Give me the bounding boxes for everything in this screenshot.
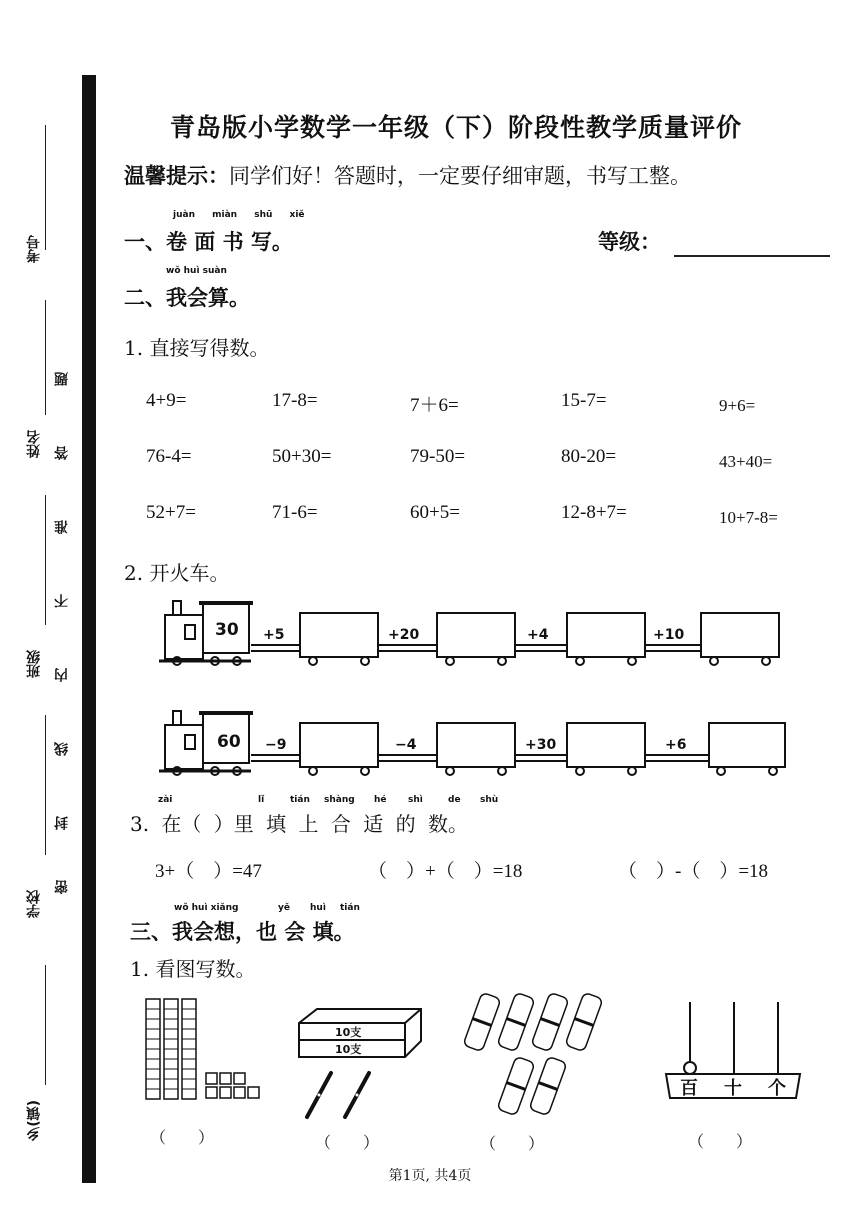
town-line <box>45 965 46 1085</box>
answer-car[interactable] <box>567 723 645 767</box>
equation: 71-6= <box>272 502 318 523</box>
section2-title: 二、我会算。 <box>124 286 250 310</box>
answer-car[interactable] <box>300 613 378 657</box>
pinyin: shù <box>480 795 499 805</box>
box-label: 10支 <box>335 1043 362 1056</box>
pinyin: yě <box>278 903 290 913</box>
equation: 15-7= <box>561 390 607 411</box>
seal-char: 准 <box>54 520 70 534</box>
pinyin: tián <box>340 903 360 913</box>
class-line <box>45 495 46 625</box>
train-op: +10 <box>653 627 685 643</box>
abacus-label: 个 <box>768 1078 786 1099</box>
pinyin: de <box>448 795 461 805</box>
equation: 52+7= <box>146 502 196 523</box>
train-start-value: 60 <box>217 732 241 752</box>
seal-char: 不 <box>54 594 70 608</box>
pencil-boxes <box>295 1005 425 1125</box>
seal-char: 题 <box>54 372 70 386</box>
exam-number-line <box>45 125 46 250</box>
equation: 9+6= <box>719 396 756 415</box>
answer-blank[interactable]: （ ） <box>688 1134 753 1151</box>
name-line <box>45 300 46 415</box>
answer-car[interactable] <box>701 613 779 657</box>
equation: 17-8= <box>272 390 318 411</box>
binding-bar <box>82 75 96 1183</box>
answer-car[interactable] <box>709 723 785 767</box>
pinyin: shàng <box>324 795 355 805</box>
equation: 7＋6= <box>410 395 459 416</box>
equation: 80-20= <box>561 446 617 467</box>
answer-blank[interactable]: （ ） <box>150 1130 215 1147</box>
q2-title: 2. 开火车。 <box>124 561 230 585</box>
pinyin: shū <box>254 210 273 220</box>
equation: 10+7-8= <box>719 508 778 527</box>
equation: 43+40= <box>719 452 773 471</box>
train-start-value: 30 <box>215 620 239 640</box>
equation: 76-4= <box>146 446 192 467</box>
pinyin: hé <box>374 795 387 805</box>
abacus <box>660 998 810 1108</box>
section3-pinyin <box>174 903 360 913</box>
section2-pinyin: wǒ huì suàn <box>166 266 227 276</box>
page-title: 青岛版小学数学一年级（下）阶段性教学质量评价 <box>170 113 743 142</box>
train-op: +20 <box>388 627 420 643</box>
class-label: 班级 <box>26 650 42 678</box>
train-2 <box>155 705 795 785</box>
town-label: 乡(镇) <box>26 1100 42 1141</box>
answer-blank[interactable]: （ ） <box>315 1135 380 1152</box>
q3-title: 3. 在（ ）里 填 上 合 适 的 数。 <box>130 812 468 836</box>
grade-blank[interactable] <box>674 255 830 257</box>
section3-title: 三、我会想，也 会 填。 <box>130 920 355 944</box>
pinyin: lǐ <box>258 795 265 805</box>
answer-car[interactable] <box>567 613 645 657</box>
seal-char: 内 <box>54 668 70 682</box>
section1-title: 一、卷 面 书 写。 <box>124 230 293 254</box>
tip-text: 同学们好！答题时，一定要仔细审题，书写工整。 <box>229 164 691 188</box>
pinyin: wǒ huì xiǎng <box>174 903 239 913</box>
pinyin: shì <box>408 795 423 805</box>
exam-number-label: 考号 <box>26 235 42 263</box>
pinyin: juàn <box>173 210 195 220</box>
cube-blocks <box>140 995 260 1105</box>
grade-label: 等级： <box>598 230 661 254</box>
seal-char: 封 <box>54 816 70 830</box>
answer-car[interactable] <box>437 613 515 657</box>
stick-bundles <box>460 990 610 1120</box>
answer-blank[interactable]: （ ） <box>480 1136 545 1153</box>
equation: 50+30= <box>272 446 332 467</box>
train-op: −9 <box>265 737 287 753</box>
pinyin: xiě <box>289 210 305 220</box>
train-op: +4 <box>527 627 549 643</box>
train-op: −4 <box>395 737 417 753</box>
tip <box>124 160 691 190</box>
box-label: 10支 <box>335 1026 362 1039</box>
q4-title: 1. 看图写数。 <box>130 957 256 981</box>
equation: 79-50= <box>410 446 466 467</box>
pinyin: huì <box>310 903 326 913</box>
answer-car[interactable] <box>437 723 515 767</box>
seal-char: 密 <box>54 880 70 894</box>
seal-char: 答 <box>54 446 70 460</box>
train-op: +30 <box>525 737 557 753</box>
pinyin: tián <box>290 795 310 805</box>
pinyin: zài <box>158 795 173 805</box>
answer-car[interactable] <box>300 723 378 767</box>
section1-pinyin <box>173 210 305 220</box>
equation: 60+5= <box>410 502 460 523</box>
equation: 4+9= <box>146 390 187 411</box>
q1-title: 1. 直接写得数。 <box>124 336 270 360</box>
fill-equation[interactable]: （ ）-（ ）=18 <box>618 861 769 882</box>
locomotive <box>159 601 253 665</box>
pinyin: miàn <box>212 210 238 220</box>
train-op: +5 <box>263 627 285 643</box>
train-1 <box>155 595 795 675</box>
fill-equation[interactable]: （ ）+（ ）=18 <box>368 861 523 882</box>
school-label: 学校 <box>26 890 42 918</box>
abacus-label: 百 <box>680 1078 698 1099</box>
school-line <box>45 715 46 855</box>
tip-label: 温馨提示： <box>124 164 229 188</box>
train-op: +6 <box>665 737 687 753</box>
name-label: 姓名 <box>26 430 42 458</box>
fill-equation[interactable]: 3+（ ）=47 <box>155 861 262 882</box>
seal-char: 线 <box>54 742 70 756</box>
page-footer: 第1页, 共4页 <box>388 1168 472 1184</box>
equation: 12-8+7= <box>561 502 627 523</box>
abacus-label: 十 <box>724 1078 742 1099</box>
